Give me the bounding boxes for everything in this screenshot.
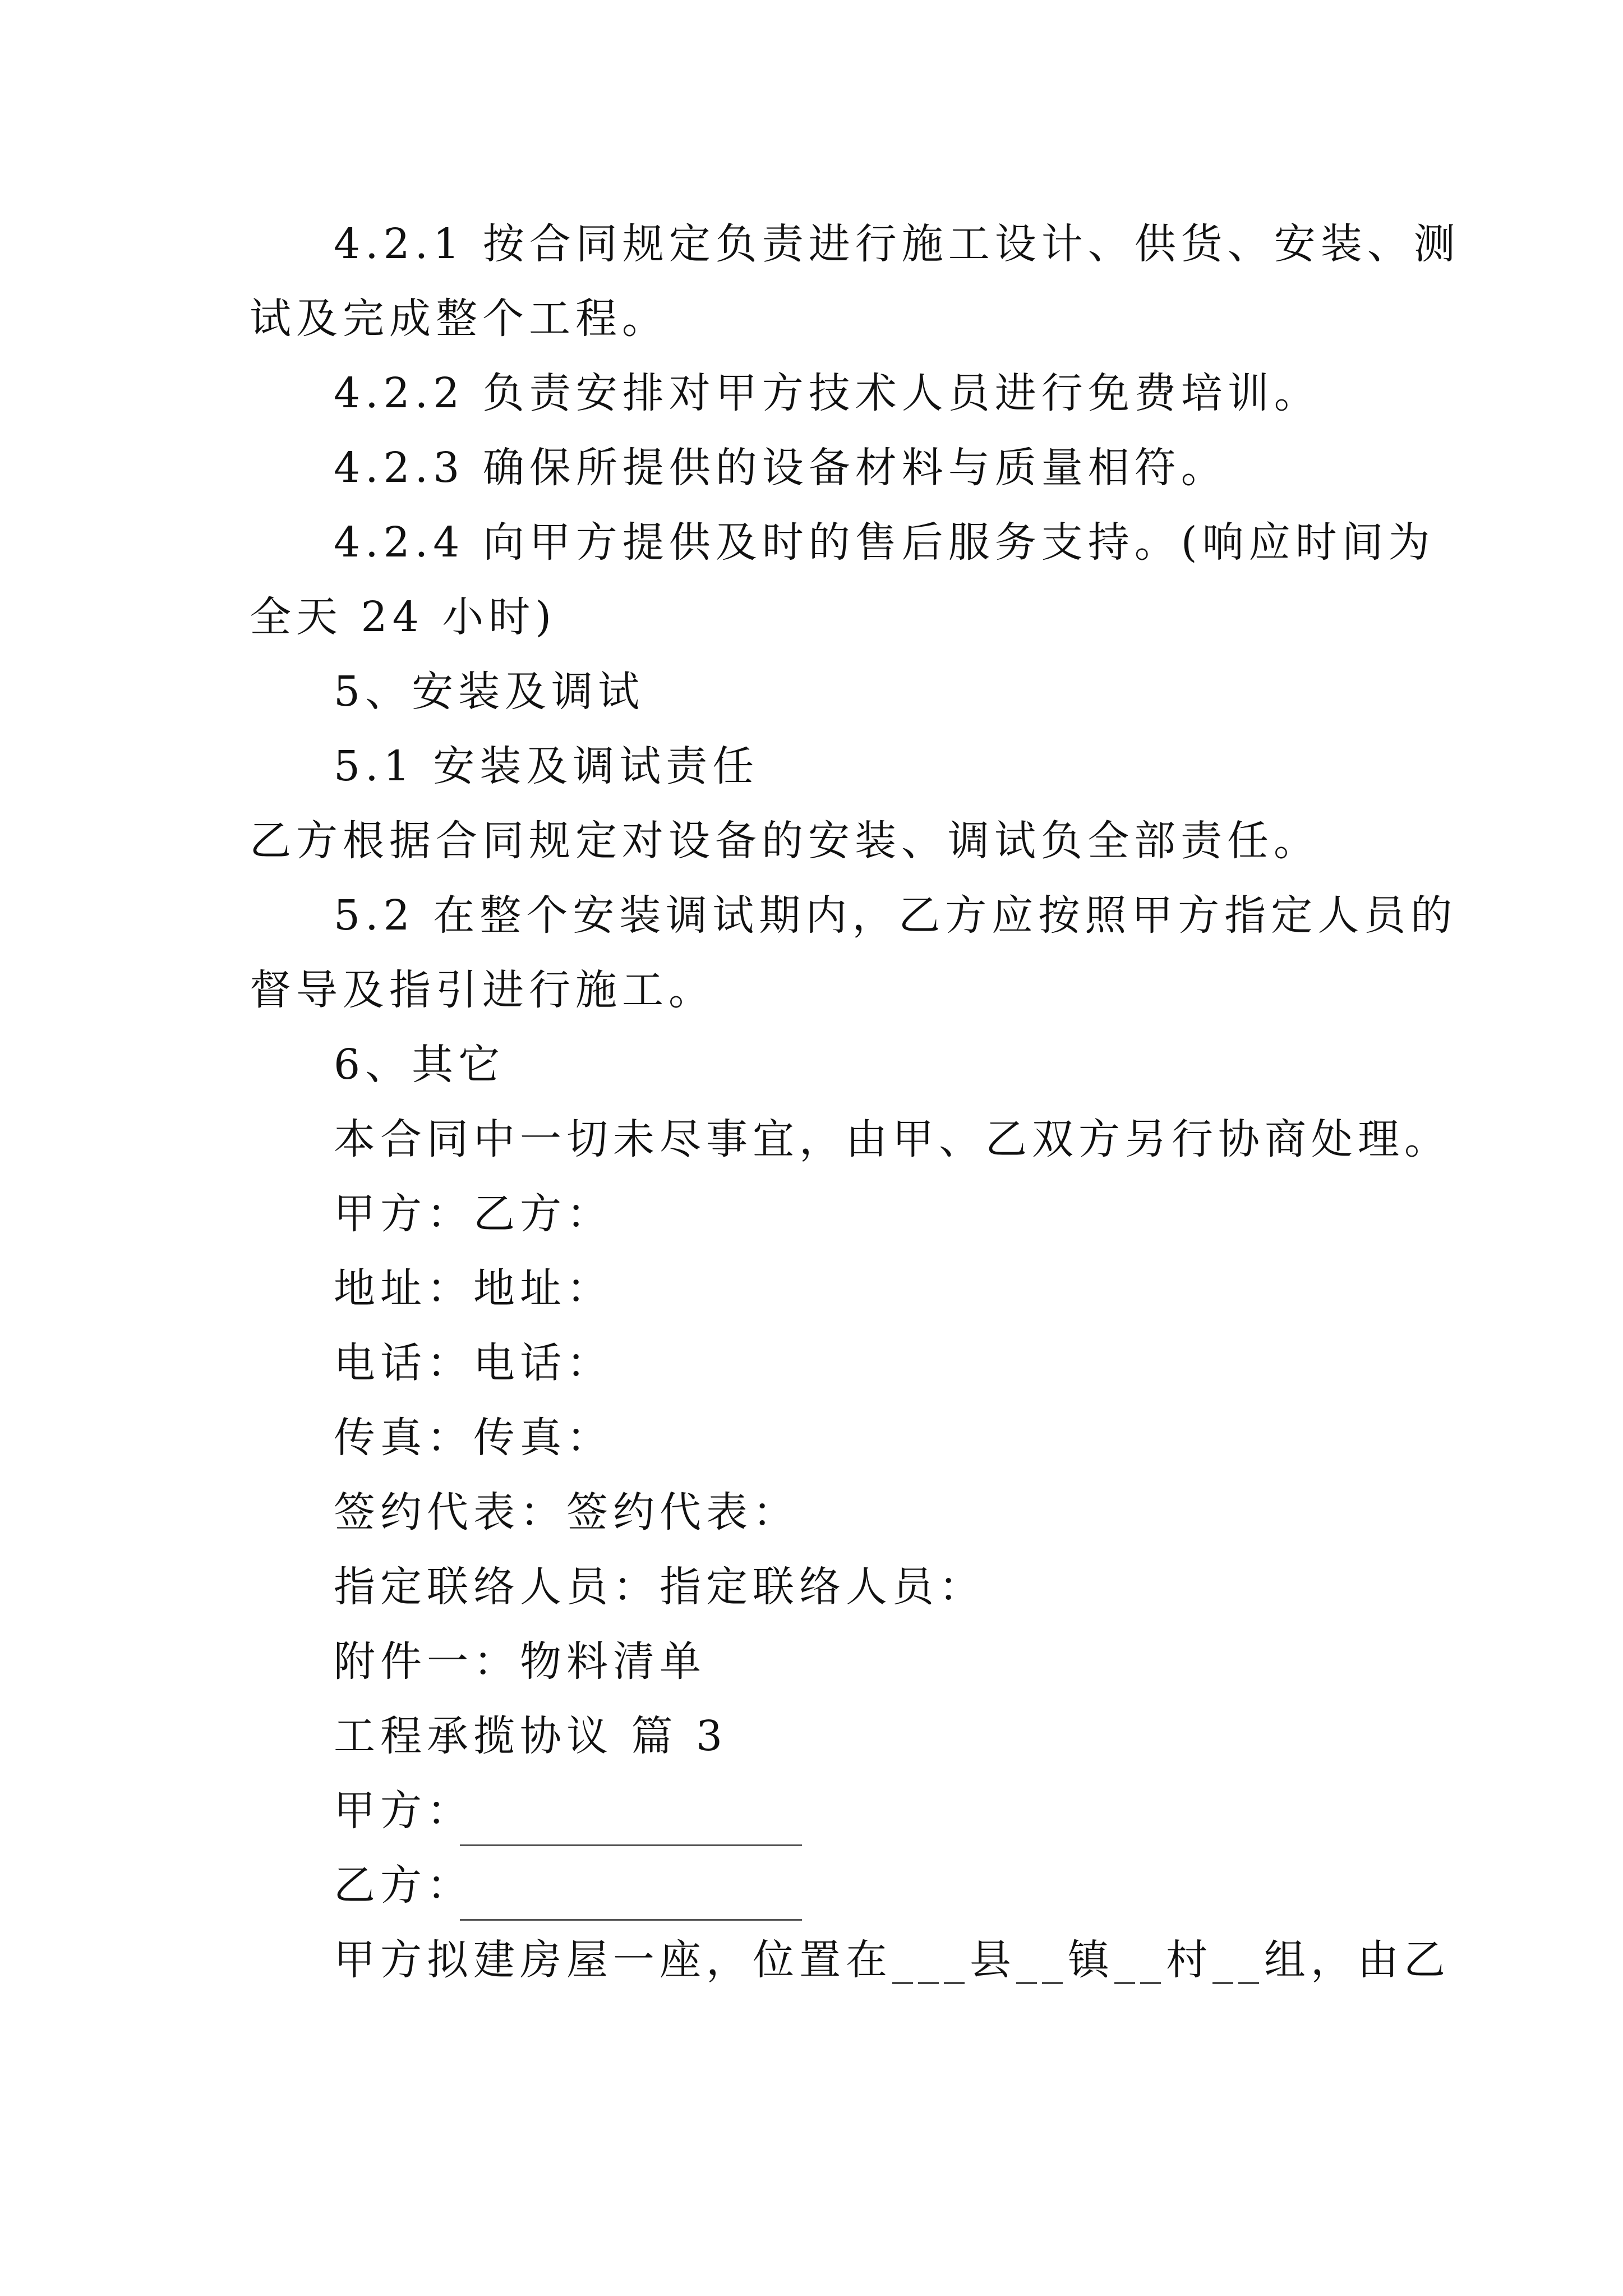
contact-person-row: 指定联络人员：指定联络人员： bbox=[334, 1563, 985, 1611]
section-6-text: 本合同中一切未尽事宜，由甲、乙双方另行协商处理。 bbox=[334, 1115, 1451, 1163]
address-row: 地址：地址： bbox=[334, 1264, 613, 1313]
clause-4-2-1: 4.2.1 按合同规定负责进行施工设计、供货、安装、测 bbox=[334, 220, 1460, 268]
signatory-row: 签约代表：签约代表： bbox=[334, 1488, 799, 1536]
party-a-blank bbox=[460, 1844, 802, 1846]
clause-5-2-continued: 督导及指引进行施工。 bbox=[250, 966, 715, 1014]
clause-5-1-text: 乙方根据合同规定对设备的安装、调试负全部责任。 bbox=[250, 817, 1320, 865]
clause-5-2: 5.2 在整个安装调试期内，乙方应按照甲方指定人员的 bbox=[334, 891, 1458, 940]
location-line: 甲方拟建房屋一座，位置在___县__镇__村__组，由乙 bbox=[334, 1936, 1450, 1984]
party-b-blank bbox=[460, 1919, 802, 1921]
party-b-label: 乙方： bbox=[334, 1861, 473, 1910]
fax-row: 传真：传真： bbox=[334, 1414, 613, 1462]
party-names-row: 甲方：乙方： bbox=[334, 1190, 613, 1238]
phone-row: 电话：电话： bbox=[334, 1339, 613, 1387]
clause-4-2-4: 4.2.4 向甲方提供及时的售后服务支持。(响应时间为 bbox=[334, 518, 1435, 567]
clause-5-1-heading: 5.1 安装及调试责任 bbox=[334, 742, 759, 790]
section-5-heading: 5、安装及调试 bbox=[334, 668, 645, 716]
clause-4-2-2: 4.2.2 负责安排对甲方技术人员进行免费培训。 bbox=[334, 369, 1321, 417]
party-a-label: 甲方： bbox=[334, 1787, 473, 1835]
clause-4-2-1-continued: 试及完成整个工程。 bbox=[250, 295, 668, 343]
clause-4-2-3: 4.2.3 确保所提供的设备材料与质量相符。 bbox=[334, 444, 1228, 492]
section-6-heading: 6、其它 bbox=[334, 1041, 505, 1089]
clause-4-2-4-continued: 全天 24 小时) bbox=[250, 593, 557, 641]
agreement-title-3: 工程承揽协议 篇 3 bbox=[334, 1712, 728, 1760]
attachment-one-line: 附件一：物料清单 bbox=[334, 1637, 706, 1686]
